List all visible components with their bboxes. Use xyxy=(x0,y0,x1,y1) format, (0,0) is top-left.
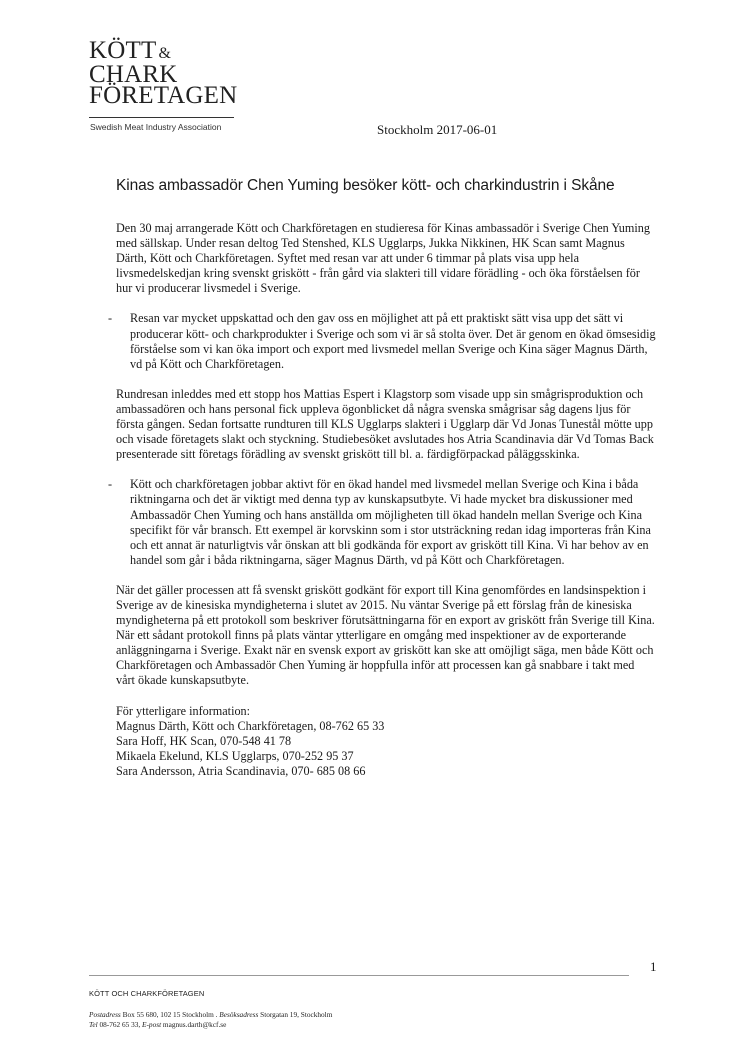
contact-line: Magnus Därth, Kött och Charkföretagen, 08-762 65 33 xyxy=(116,718,385,733)
bullet-dash: - xyxy=(108,477,113,492)
paragraph-intro: Den 30 maj arrangerade Kött och Charkföretagen en studieresa för Kinas ambassadör i Sverige Chen Yuming med sällskap. Under resan deltog Ted Stenshed, KLS Ugglarps, Jukka Nikkinen, HK Scan samt Magnus Därth, Kött och Charkföretagen. Syftet med resan var att under 6 timmar på plats visa upp hela livsmedelskedjan kring svenskt griskött - från gård via slakteri till vidare förädling - och öka förståelsen för hur vi producerar livsmedel i Sverige. xyxy=(116,221,650,296)
document-date: Stockholm 2017-06-01 xyxy=(377,122,498,137)
footer-company: KÖTT OCH CHARKFÖRETAGEN xyxy=(89,989,205,998)
page-number: 1 xyxy=(650,959,657,974)
contact-block xyxy=(116,704,656,779)
document-body xyxy=(108,221,656,779)
email-value: magnus.darth@kcf.se xyxy=(161,1020,227,1029)
bullet-dash: - xyxy=(108,311,113,326)
paragraph-export-process: När det gäller processen att få svenskt griskött godkänt för export till Kina genomfördes en landsinspektion i Sverige av de kinesiska myndigheterna i slutet av 2015. Nu väntar Sverige på ett förslag från de kinesiska myndigheterna på ett protokoll som beskriver förutsättningarna för en export av griskött från Sverige till Kina. När ett sådant protokoll finns på plats väntar ytterligare en omgång med inspektioner av de exporterande anläggningarna i Sverige. Exakt när en svensk export av griskött kan ske att omöjligt säga, men både Kött och Charkföretagen och Ambassadör Chen Yuming är hoppfulla inför att processen kan gå snabbare i takt med vårt ökade kunskapsutbyte. xyxy=(116,582,655,688)
footer-address-line xyxy=(89,1010,332,1019)
quote-list-2 xyxy=(108,477,656,568)
quote-item xyxy=(108,311,656,371)
logo-tagline: Swedish Meat Industry Association xyxy=(90,122,222,132)
postal-label: Postadress xyxy=(89,1010,121,1019)
quote-item xyxy=(108,477,656,568)
contact-heading: För ytterligare information: xyxy=(116,703,251,718)
quote-text: Kött och charkföretagen jobbar aktivt för en ökad handel med livsmedel mellan Sverige och Kina i båda riktningarna och det är viktigt med denna typ av kunskapsutbyte. Vi hade mycket bra diskussioner med Ambassadör Chen Yuming och hans anställda om möjligheten till ökad handeln mellan Sverige och Kina specifikt för vår bransch. Ett exempel är korvskinn som i stor utsträckning redan idag importeras från Kina och ett annat är naturligtvis vår önskan att bli godkända för export av griskött till Kina. Vi har behov av en handel som går i båda riktningarna, säger Magnus Därth, vd på Kött och Charkföretagen. xyxy=(130,477,651,567)
footer-divider xyxy=(89,975,629,976)
tel-label: Tel xyxy=(89,1020,98,1029)
logo-line-1: KÖTT & xyxy=(89,37,172,64)
postal-value: Box 55 680, 102 15 Stockholm . xyxy=(120,1010,220,1019)
paragraph-tour: Rundresan inleddes med ett stopp hos Mattias Espert i Klagstorp som visade upp sin smågrisproduktion och ambassadören och hans personal fick uppleva ögonblicket då några svenska smågrisar såg dagens ljus för första gången. Sedan fortsatte rundturen till KLS Ugglarps slakteri i Ugglarp där Vd Jonas Tunestål mötte upp och visade företagets slakt och styckning. Studiebesöket avslutades hos Atria Scandinavia där Vd Tomas Back presenterade sitt företags förädling av svenskt griskött till bl. a. färdigförpackad påläggsskinka. xyxy=(116,386,654,462)
visit-value: Storgatan 19, Stockholm xyxy=(258,1010,333,1019)
email-label: E-post xyxy=(142,1020,162,1029)
contact-line: Sara Andersson, Atria Scandinavia, 070- 685 08 66 xyxy=(116,763,366,778)
quote-list-1 xyxy=(108,311,656,371)
logo-line-3: FÖRETAGEN xyxy=(89,82,238,109)
logo-line-2: CHARK xyxy=(89,61,178,88)
company-logo xyxy=(89,37,249,132)
logo-divider xyxy=(89,117,234,118)
document-title: Kinas ambassadör Chen Yuming besöker kött- och charkindustrin i Skåne xyxy=(116,177,615,194)
tel-value: 08-762 65 33, xyxy=(97,1020,143,1029)
visit-label: Besöksadress xyxy=(219,1010,259,1019)
logo-ampersand: & xyxy=(158,45,172,62)
contact-line: Mikaela Ekelund, KLS Ugglarps, 070-252 95 37 xyxy=(116,748,354,763)
quote-text: Resan var mycket uppskattad och den gav oss en möjlighet att på ett praktiskt sätt visa upp det sätt vi producerar kött- och charkprodukter i Sverige och som vi är så stolta över. Det är genom en ökad ömsesidig förståelse som vi kan öka import och export med livsmedel mellan Sverige och Kina säger Magnus Därth, vd på Kött och Charkföretagen. xyxy=(130,311,656,371)
contact-line: Sara Hoff, HK Scan, 070-548 41 78 xyxy=(116,733,292,748)
footer-contact-line xyxy=(89,1020,226,1029)
